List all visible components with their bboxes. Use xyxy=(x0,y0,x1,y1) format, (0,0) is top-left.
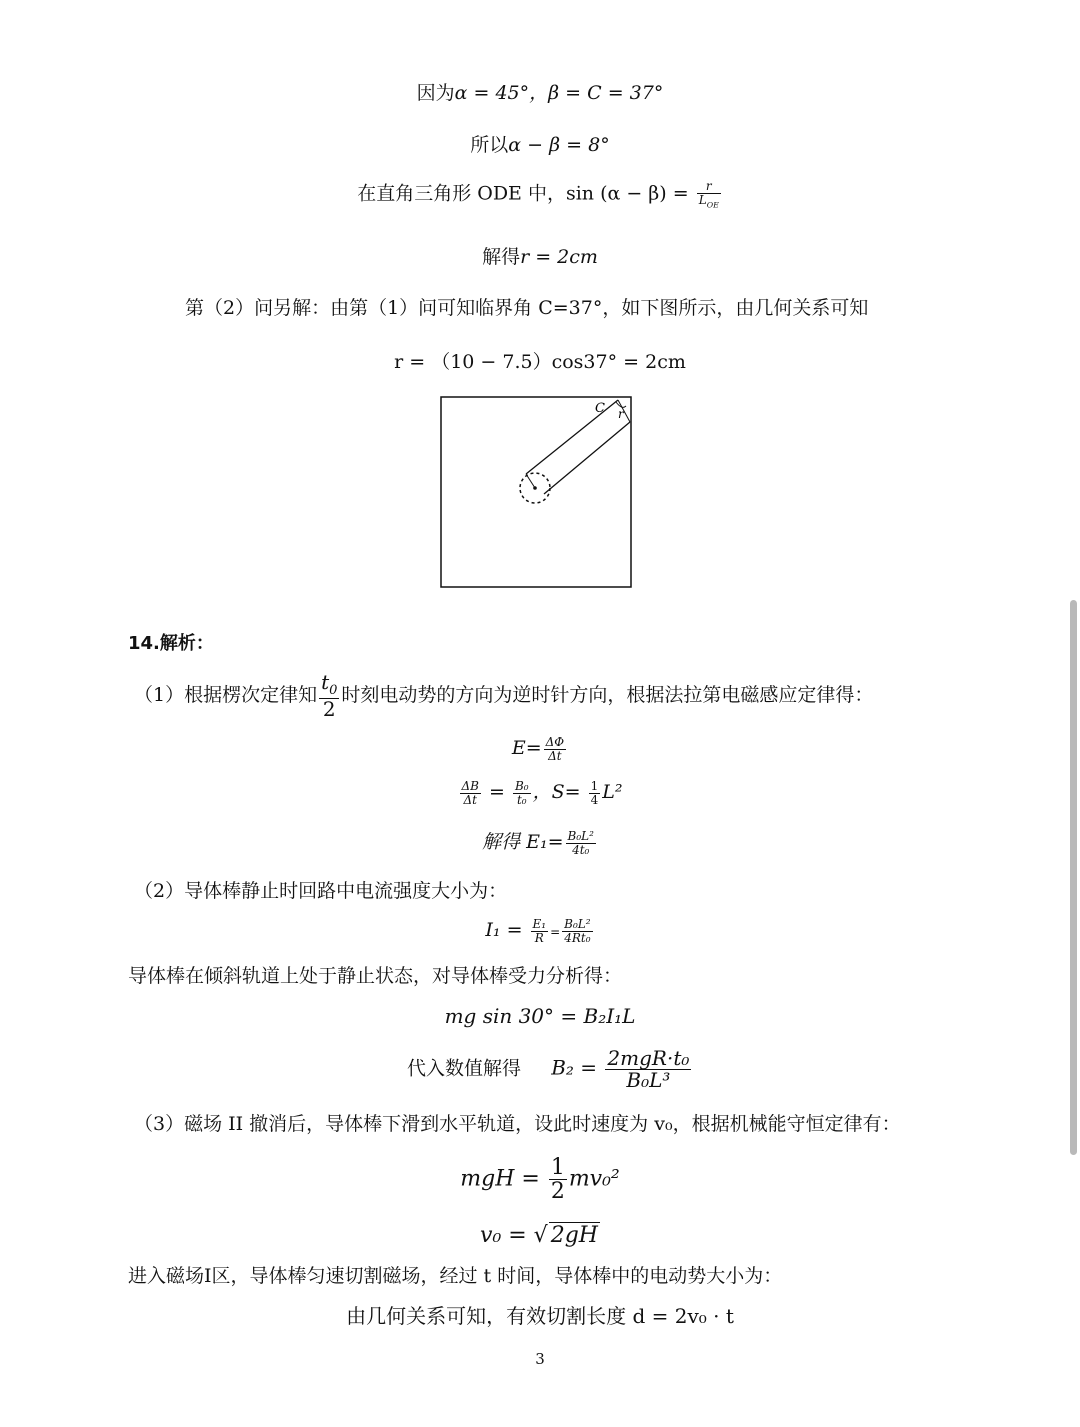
triangle-relation xyxy=(0,180,1080,209)
denominator: Δt xyxy=(548,748,562,763)
square-outline xyxy=(441,397,631,587)
numerator: 2mgR·t₀ xyxy=(607,1046,690,1070)
denominator: 2 xyxy=(550,1179,565,1205)
numerator: ΔB xyxy=(461,779,479,793)
denominator xyxy=(697,194,721,210)
equals: = xyxy=(482,781,511,804)
numerator xyxy=(319,672,339,699)
numerator: ΔΦ xyxy=(545,735,565,749)
b2-result xyxy=(407,1048,693,1091)
label-c: C xyxy=(595,401,605,416)
formula: r = 2cm xyxy=(520,246,598,268)
fraction-quarter xyxy=(589,780,601,806)
time-fraction xyxy=(319,672,339,720)
radicand: 2gH xyxy=(550,1223,598,1248)
numerator: B₀ xyxy=(514,779,529,793)
numerator: r xyxy=(697,180,721,194)
region-emf-text: 进入磁场I区，导体棒匀速切割磁场，经过 t 时间，导体棒中的电动势大小为： xyxy=(128,1265,783,1287)
relation-text: 在直角三角形 ODE 中，sin (α − β) = xyxy=(357,182,695,205)
fraction xyxy=(697,180,721,209)
page-number: 3 xyxy=(535,1350,545,1368)
force-balance-formula: mg sin 30° = B₂I₁L xyxy=(444,1004,636,1028)
beam-edge-lower xyxy=(544,422,630,494)
num-sub: 0 xyxy=(329,683,338,698)
emf-formula xyxy=(0,736,1080,762)
force-analysis-text: 导体棒在倾斜轨道上处于静止状态，对导体棒受力分析得： xyxy=(128,965,623,987)
angle-difference xyxy=(0,134,1080,157)
geometry-diagram xyxy=(438,394,636,590)
radius-line xyxy=(526,474,535,488)
numerator: E₁ xyxy=(532,917,547,931)
equals: = xyxy=(550,925,561,940)
part1-statement xyxy=(134,672,873,720)
denominator: 4Rt₀ xyxy=(564,930,591,945)
denominator: 4t₀ xyxy=(572,842,590,857)
part1-text-a: （1）根据楞次定律知 xyxy=(134,683,318,706)
flux-change-formula xyxy=(0,780,1080,806)
numerator: 1 xyxy=(590,779,599,793)
velocity-formula xyxy=(0,1222,1080,1249)
lhs: I₁ = xyxy=(485,919,529,942)
fraction-b0-t0 xyxy=(513,780,531,806)
prefix: 代入数值解得 xyxy=(407,1057,522,1080)
part1-text-b: 时刻电动势的方向为逆时针方向，根据法拉第电磁感应定律得： xyxy=(341,683,874,706)
energy-formula xyxy=(0,1156,1080,1203)
part3-statement: （3）磁场 II 撤消后，导体棒下滑到水平轨道，设此时速度为 v₀，根据机械能守恒定律有： xyxy=(134,1113,901,1135)
area-label: ，S= xyxy=(532,781,587,804)
tail: L² xyxy=(602,781,623,804)
emf-result xyxy=(0,830,1080,856)
lhs: v₀ = √ xyxy=(480,1223,548,1248)
text-prefix: 解得 xyxy=(482,246,521,268)
denominator: t₀ xyxy=(516,792,527,807)
num-main: t xyxy=(321,670,330,694)
den-main: L xyxy=(698,192,707,207)
text-prefix: 因为 xyxy=(416,82,455,104)
section-heading: 14.解析： xyxy=(128,633,214,654)
lhs: E= xyxy=(511,737,542,760)
fraction xyxy=(566,830,596,856)
tail: mv₀² xyxy=(568,1166,620,1192)
current-formula xyxy=(0,918,1080,944)
lhs: mgH = xyxy=(460,1166,547,1192)
fraction-db-dt xyxy=(460,780,481,806)
den-sub: OE xyxy=(706,199,719,209)
denominator: B₀L³ xyxy=(626,1068,671,1092)
fraction xyxy=(544,736,567,762)
prefix: 解得 E₁= xyxy=(482,831,564,854)
numerator: 1 xyxy=(550,1155,565,1180)
formula: α = 45°，β = C = 37° xyxy=(454,82,664,104)
alternative-formula: r = （10 − 7.5）cos37° = 2cm xyxy=(394,351,686,373)
fraction-e-r xyxy=(531,918,549,944)
result-r xyxy=(0,246,1080,269)
angle-statement xyxy=(0,82,1080,105)
fraction xyxy=(605,1048,691,1091)
lhs: B₂ = xyxy=(551,1055,604,1080)
alternative-solution-text: 第（2）问另解：由第（1）问可知临界角 C=37°，如下图所示，由几何关系可知 xyxy=(185,297,869,319)
denominator: 4 xyxy=(590,792,599,807)
cutting-length-text: 由几何关系可知，有效切割长度 d = 2v₀ · t xyxy=(346,1304,734,1328)
denominator: 2 xyxy=(322,696,336,721)
denominator: R xyxy=(534,930,544,945)
numerator: B₀L² xyxy=(564,917,591,931)
denominator: Δt xyxy=(463,792,477,807)
part2-statement: （2）导体棒静止时回路中电流强度大小为： xyxy=(134,880,508,902)
fraction-half xyxy=(549,1156,567,1203)
scrollbar[interactable] xyxy=(1070,600,1077,1155)
numerator: B₀L² xyxy=(567,829,594,843)
fraction-result xyxy=(562,918,592,944)
formula: α − β = 8° xyxy=(508,134,610,156)
label-r: r xyxy=(618,407,624,421)
text-prefix: 所以 xyxy=(470,134,509,156)
